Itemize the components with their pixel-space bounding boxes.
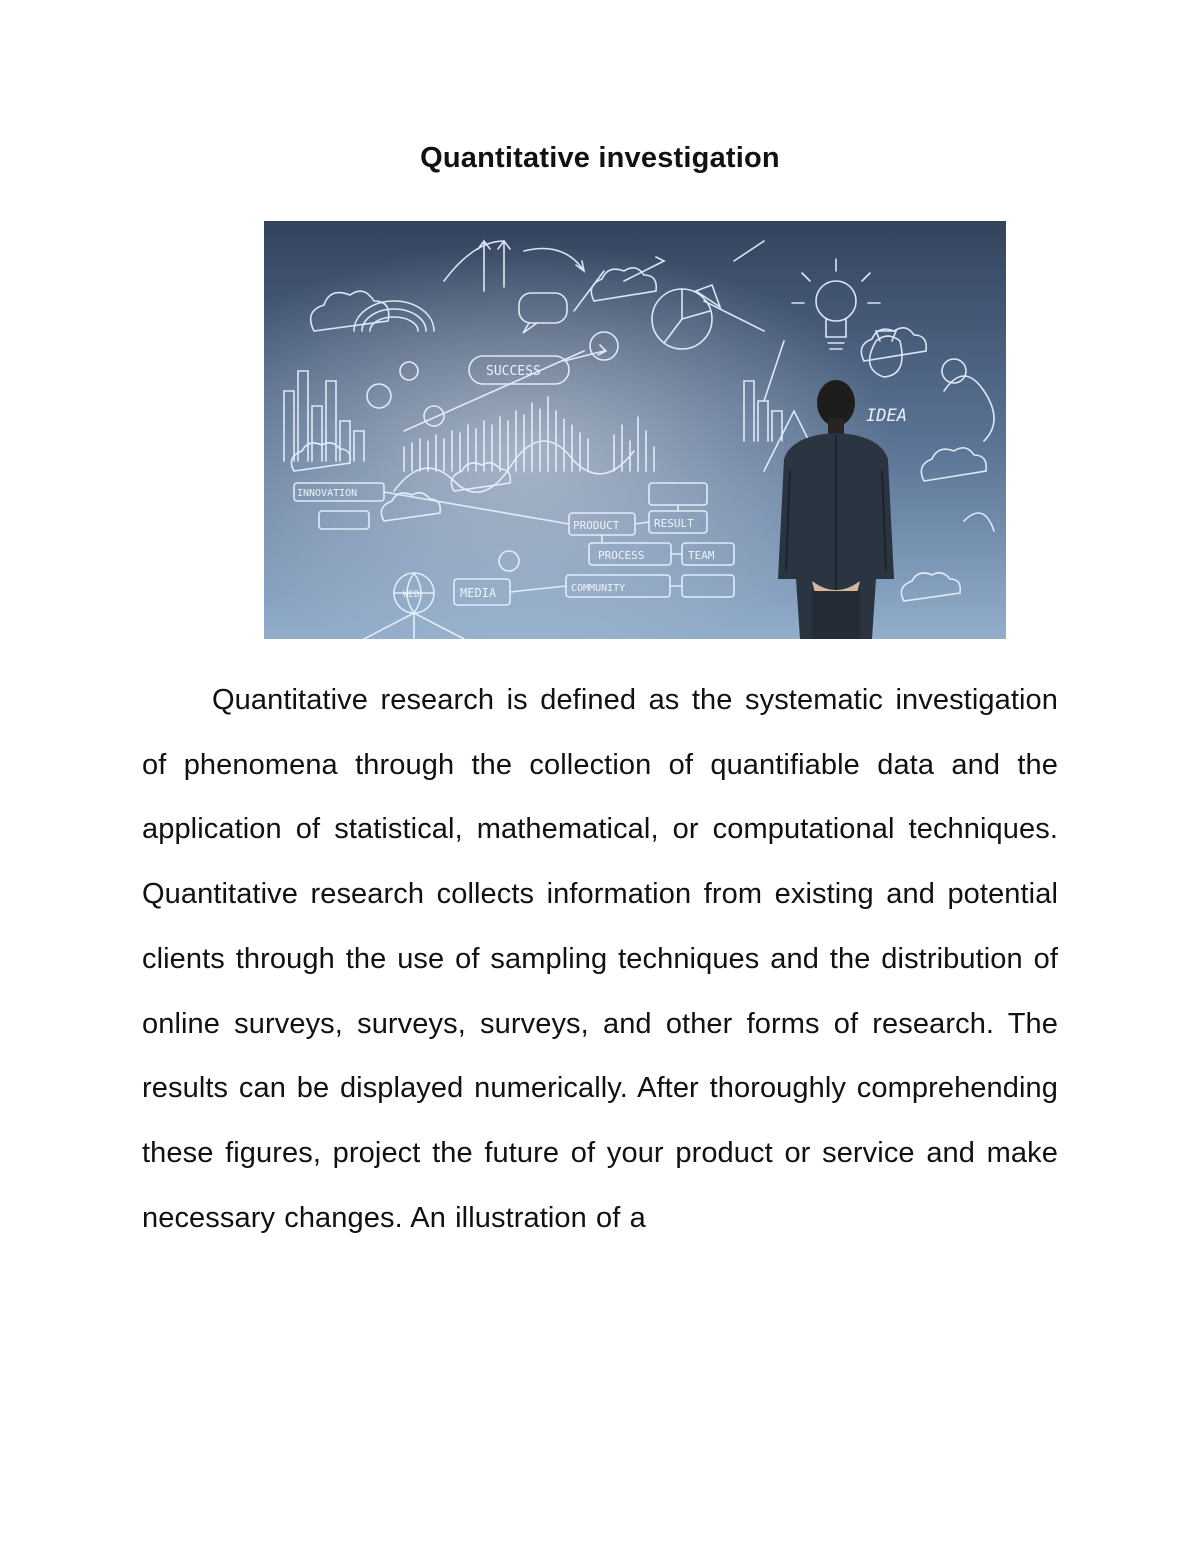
illus-process-label: PROCESS [598,549,645,562]
body-paragraph: Quantitative research is defined as the systematic investigation of phenomena through the collection of quantifiable data and the application of statistical, mathematical, or computational techniques. Quantitative research collects information from existing and potential clients through the use of sampling techniques and the distribution of online surveys, surveys, surveys, and other forms of research. The results can be displayed numerically. After thoroughly comprehending these figures, project the future of your product or service and make necessary changes. An illustration of a [142,684,1058,1234]
illus-media-label: MEDIA [460,586,497,600]
illus-innovation-label: INNOVATION [297,488,358,499]
illus-team-label: TEAM [688,549,715,562]
illus-success-label: SUCCESS [486,364,541,379]
illus-web-label: WEB [403,590,420,600]
illus-idea-label: IDEA [866,406,907,426]
illus-result-label: RESULT [654,517,694,530]
hero-illustration [264,221,1006,639]
page-title: Quantitative investigation [420,142,780,174]
illus-product-label: PRODUCT [573,519,620,532]
illus-community-label: COMMUNITY [571,583,626,594]
business-sketch-image [264,221,1006,639]
